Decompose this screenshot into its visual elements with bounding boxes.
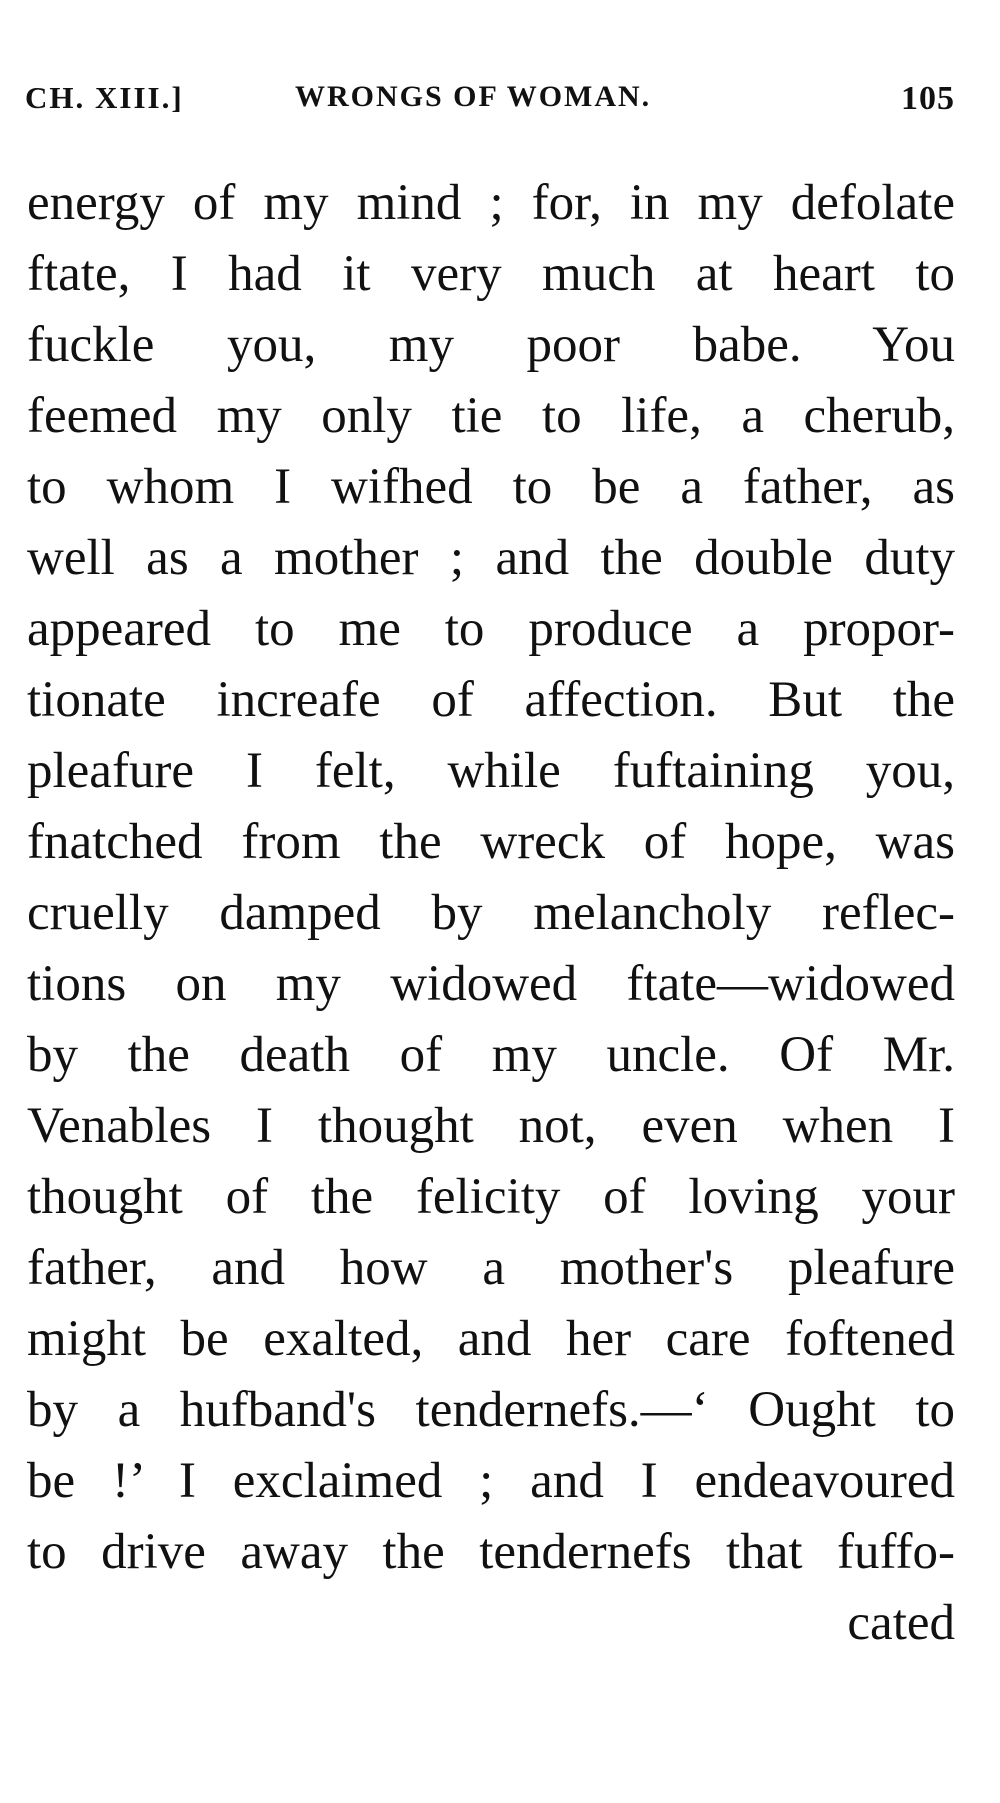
text-line: feemed my only tie to life, a cherub,	[27, 388, 955, 444]
text-line: be !’ I exclaimed ; and I endeavoured	[27, 1453, 955, 1509]
text-line: fnatched from the wreck of hope, was	[27, 814, 955, 870]
body-text	[27, 168, 955, 1659]
page-number: 105	[901, 80, 955, 117]
text-line: thought of the felicity of loving your	[27, 1169, 955, 1225]
text-line: to whom I wifhed to be a father, as	[27, 459, 955, 515]
text-line: ftate, I had it very much at heart to	[27, 246, 955, 302]
text-line: by the death of my uncle. Of Mr.	[27, 1027, 955, 1083]
running-header	[25, 80, 955, 130]
chapter-marker: CH. XIII.]	[25, 80, 184, 115]
text-line: Venables I thought not, even when I	[27, 1098, 955, 1154]
text-line: might be exalted, and her care foftened	[27, 1311, 955, 1367]
text-line: appeared to me to produce a propor-	[27, 601, 955, 657]
text-line: fuckle you, my poor babe. You	[27, 317, 955, 373]
catchword: cated	[847, 1595, 955, 1651]
text-line: tionate increafe of affection. But the	[27, 672, 955, 728]
text-line: tions on my widowed ftate—widowed	[27, 956, 955, 1012]
text-line: by a hufband's tendernefs.—‘ Ought to	[27, 1382, 955, 1438]
text-line: father, and how a mother's pleafure	[27, 1240, 955, 1296]
running-title: WRONGS OF WOMAN.	[295, 80, 652, 113]
text-line: to drive away the tendernefs that fuffo-	[27, 1524, 955, 1580]
text-line: pleafure I felt, while fuftaining you,	[27, 743, 955, 799]
text-line: well as a mother ; and the double duty	[27, 530, 955, 586]
text-line: cruelly damped by melancholy reflec-	[27, 885, 955, 941]
text-line: energy of my mind ; for, in my defolate	[27, 175, 955, 231]
